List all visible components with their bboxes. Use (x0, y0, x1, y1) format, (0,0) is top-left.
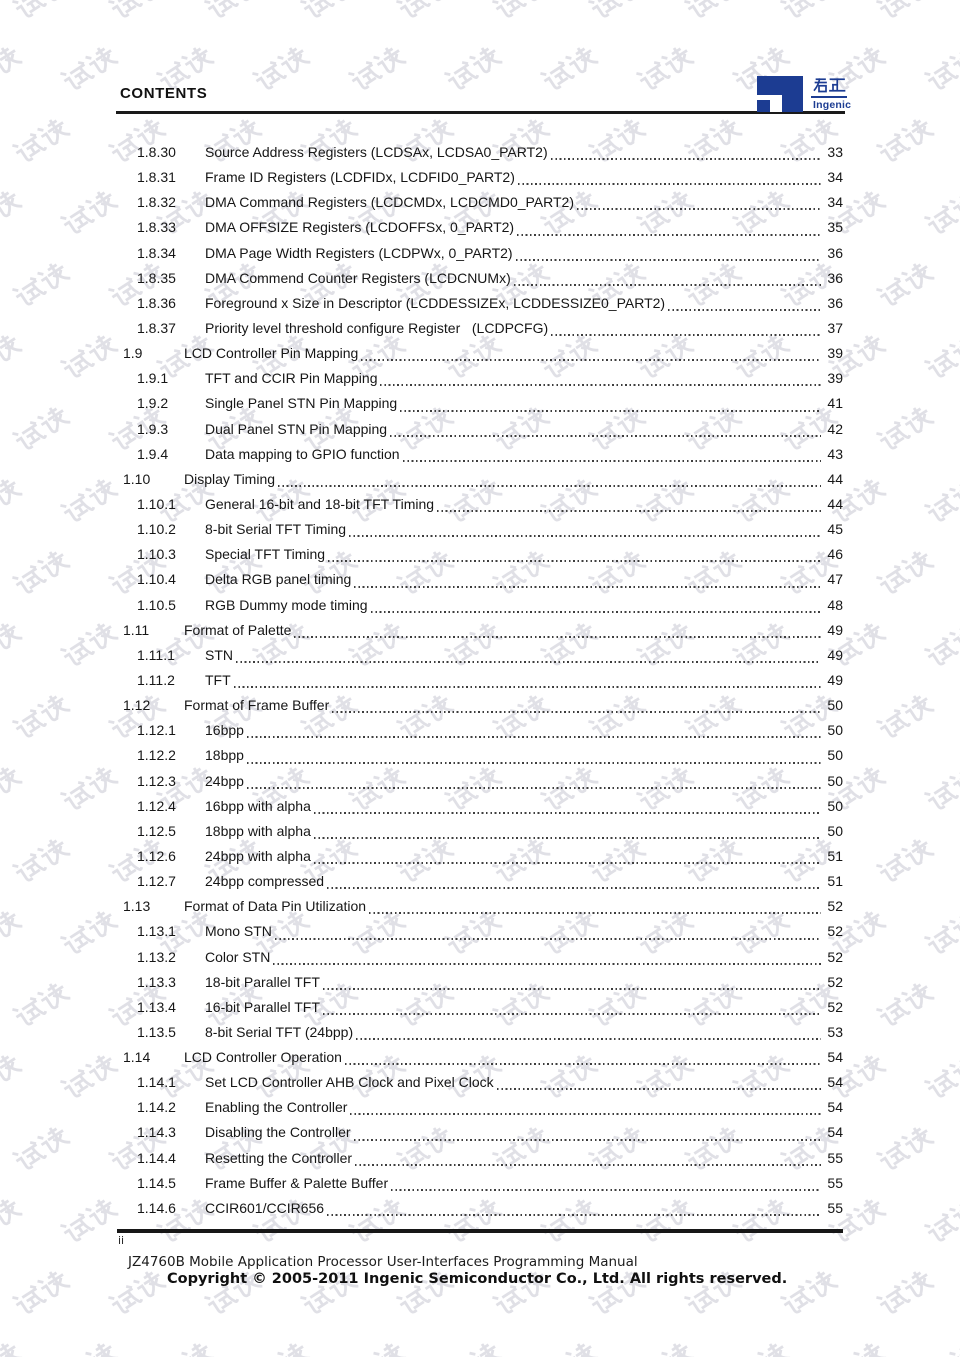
toc-entry[interactable] (120, 366, 843, 391)
toc-entry-page: 54 (827, 1099, 843, 1116)
toc-entry[interactable] (120, 1020, 843, 1045)
toc-entry-title: DMA OFFSIZE Registers (LCDOFFSx, 0_PART2) (205, 219, 515, 236)
toc-entry-number: 1.14 (123, 1049, 151, 1066)
toc-entry-number: 1.12.1 (137, 722, 176, 739)
footer-page-number: ii (118, 1234, 125, 1247)
toc-entry-page: 55 (827, 1149, 843, 1166)
toc-entry[interactable] (120, 542, 843, 567)
toc-entry-number: 1.13.5 (137, 1023, 176, 1040)
toc-entry-number: 1.9.2 (137, 395, 169, 412)
ingenic-logo (757, 76, 852, 116)
toc-entry[interactable] (120, 769, 843, 794)
toc-entry[interactable] (120, 869, 843, 894)
toc-entry-page: 50 (827, 697, 843, 714)
toc-entry[interactable] (120, 593, 843, 618)
toc-entry-title: CCIR601/CCIR656 (205, 1199, 325, 1216)
toc-entry-page: 34 (827, 169, 843, 186)
toc-leader-dots (518, 183, 821, 185)
toc-entry-number: 1.8.34 (137, 244, 176, 261)
toc-leader-dots (668, 309, 821, 311)
toc-leader-dots (278, 485, 821, 487)
toc-entry[interactable] (120, 1196, 843, 1221)
toc-leader-dots (551, 158, 821, 160)
toc-entry[interactable] (120, 140, 843, 165)
toc-entry-title: 8-bit Serial TFT Timing (205, 521, 347, 538)
toc-entry-title: 16-bit Parallel TFT (205, 998, 320, 1015)
toc-entry-title: STN (205, 646, 233, 663)
toc-entry-title: DMA Command Registers (LCDCMDx, LCDCMD0_PART2) (205, 194, 575, 211)
toc-leader-dots (355, 1164, 821, 1166)
ingenic-logo-cn-text (811, 77, 847, 93)
toc-entry-number: 1.14.5 (137, 1174, 176, 1191)
toc-leader-dots (403, 460, 821, 462)
toc-entry-title: DMA Page Width Registers (LCDPWx, 0_PART2) (205, 244, 513, 261)
toc-entry[interactable] (120, 316, 843, 341)
toc-leader-dots (247, 787, 821, 789)
toc-entry-number: 1.8.32 (137, 194, 176, 211)
toc-entry-title: Source Address Registers (LCDSAx, LCDSA0_PART2) (205, 144, 548, 160)
toc-entry[interactable] (120, 743, 843, 768)
toc-leader-dots (437, 510, 821, 512)
toc-list (120, 140, 843, 1221)
toc-entry[interactable] (120, 291, 843, 316)
toc-entry-page: 49 (827, 646, 843, 663)
toc-entry-title: General 16-bit and 18-bit TFT Timing (205, 495, 435, 512)
toc-entry-page: 51 (827, 873, 843, 890)
toc-leader-dots (273, 963, 821, 965)
toc-entry-page: 53 (827, 1023, 843, 1040)
ingenic-logo-mark-icon (757, 76, 803, 112)
toc-entry-number: 1.14.4 (137, 1149, 176, 1166)
toc-entry[interactable] (120, 643, 843, 668)
toc-leader-dots (577, 208, 821, 210)
toc-entry-title: Special TFT Timing (205, 546, 326, 563)
toc-entry[interactable] (120, 618, 843, 643)
toc-entry-number: 1.12.6 (137, 847, 176, 864)
toc-entry-page: 36 (827, 294, 843, 311)
toc-entry-number: 1.12.2 (137, 747, 176, 764)
toc-leader-dots (247, 762, 821, 764)
toc-entry-title: Set LCD Controller AHB Clock and Pixel Clock (205, 1074, 494, 1091)
toc-entry-number: 1.11 (123, 621, 150, 638)
toc-entry[interactable] (120, 567, 843, 592)
toc-entry[interactable] (120, 1070, 843, 1095)
toc-entry[interactable] (120, 970, 843, 995)
toc-entry-title: 24bpp (205, 772, 244, 789)
toc-entry[interactable] (120, 1146, 843, 1171)
toc-leader-dots (517, 234, 821, 236)
toc-entry-number: 1.14.3 (137, 1124, 176, 1141)
toc-entry-number: 1.12.5 (137, 822, 176, 839)
toc-leader-dots (328, 560, 821, 562)
toc-entry-page: 54 (827, 1124, 843, 1141)
toc-entry[interactable] (120, 945, 843, 970)
header-rule (116, 111, 845, 114)
toc-entry[interactable] (120, 266, 843, 291)
toc-entry-page: 50 (827, 722, 843, 739)
toc-leader-dots (349, 535, 821, 537)
toc-entry-number: 1.13.3 (137, 973, 176, 990)
toc-entry[interactable] (120, 1045, 843, 1070)
toc-entry-title: LCD Controller Pin Mapping (184, 345, 359, 362)
toc-entry[interactable] (120, 417, 843, 442)
toc-entry-page: 52 (827, 923, 843, 940)
toc-entry-title: Resetting the Controller (205, 1149, 353, 1166)
toc-entry-number: 1.9.1 (137, 370, 169, 387)
toc-entry-title: Color STN (205, 948, 271, 965)
toc-entry-number: 1.14.2 (137, 1099, 176, 1116)
toc-entry-title: 16bpp (205, 722, 244, 739)
toc-entry-number: 1.9.4 (137, 445, 169, 462)
toc-leader-dots (390, 435, 821, 437)
toc-leader-dots (356, 1038, 821, 1040)
toc-entry-page: 43 (827, 445, 843, 462)
toc-leader-dots (497, 1088, 821, 1090)
toc-entry-number: 1.10.2 (137, 521, 176, 538)
toc-leader-dots (371, 611, 821, 613)
toc-entry-page: 39 (827, 370, 843, 387)
toc-entry-title: 18bpp with alpha (205, 822, 311, 839)
toc-entry-page: 34 (827, 194, 843, 211)
toc-entry[interactable] (120, 467, 843, 492)
toc-entry-page: 52 (827, 998, 843, 1015)
toc-entry-page: 55 (827, 1174, 843, 1191)
toc-entry-page: 37 (827, 319, 843, 336)
toc-leader-dots (314, 812, 821, 814)
ingenic-logo-en-text: Ingenic (813, 99, 852, 111)
toc-entry-page: 35 (827, 219, 843, 236)
toc-leader-dots (354, 1139, 821, 1141)
toc-leader-dots (314, 862, 821, 864)
toc-entry-number: 1.8.37 (137, 319, 176, 336)
toc-entry[interactable] (120, 241, 843, 266)
toc-entry-page: 51 (827, 847, 843, 864)
toc-entry[interactable] (120, 668, 843, 693)
toc-entry-title: Frame Buffer & Palette Buffer (205, 1174, 389, 1191)
toc-leader-dots (236, 661, 821, 663)
toc-leader-dots (380, 384, 821, 386)
toc-leader-dots (247, 736, 821, 738)
toc-entry-page: 55 (827, 1199, 843, 1216)
toc-entry-page: 50 (827, 747, 843, 764)
toc-leader-dots (551, 334, 821, 336)
toc-entry-title: 8-bit Serial TFT (24bpp) (205, 1023, 354, 1040)
toc-entry-number: 1.13.2 (137, 948, 176, 965)
toc-entry-title: LCD Controller Operation (184, 1049, 342, 1066)
toc-entry-title: Frame ID Registers (LCDFIDx, LCDFID0_PART2) (205, 169, 515, 186)
toc-entry-title: Format of Frame Buffer (184, 697, 330, 714)
toc-leader-dots (314, 837, 821, 839)
toc-entry[interactable] (120, 517, 843, 542)
toc-entry[interactable] (120, 819, 843, 844)
toc-entry-page: 52 (827, 948, 843, 965)
toc-entry-page: 52 (827, 973, 843, 990)
toc-entry-title: 24bpp with alpha (205, 847, 311, 864)
toc-entry-page: 33 (827, 144, 843, 160)
toc-entry-title: 16bpp with alpha (205, 797, 311, 814)
toc-leader-dots (327, 887, 821, 889)
toc-entry[interactable] (120, 995, 843, 1020)
toc-entry-title: DMA Commend Counter Registers (LCDCNUMx) (205, 269, 511, 286)
toc-entry-title: Delta RGB panel timing (205, 571, 352, 588)
toc-entry-number: 1.8.33 (137, 219, 176, 236)
toc-entry-number: 1.11.1 (137, 646, 175, 663)
toc-entry-number: 1.10.5 (137, 596, 176, 613)
toc-entry-title: Foreground x Size in Descriptor (LCDDESSIZEx, LCDDESSIZE0_PART2) (205, 294, 666, 311)
toc-entry[interactable] (120, 919, 843, 944)
page-title: CONTENTS (120, 85, 208, 102)
toc-leader-dots (275, 938, 821, 940)
ingenic-logo-underline (811, 96, 847, 98)
toc-leader-dots (323, 988, 821, 990)
toc-entry-page: 54 (827, 1049, 843, 1066)
toc-entry-number: 1.9 (123, 345, 143, 362)
toc-entry-page: 46 (827, 546, 843, 563)
toc-entry-number: 1.14.1 (137, 1074, 176, 1091)
toc-entry-number: 1.12.3 (137, 772, 176, 789)
toc-leader-dots (400, 410, 821, 412)
toc-entry-title: Single Panel STN Pin Mapping (205, 395, 398, 412)
toc-entry-number: 1.13.4 (137, 998, 176, 1015)
toc-entry-number: 1.14.6 (137, 1199, 176, 1216)
toc-entry-number: 1.10.4 (137, 571, 176, 588)
toc-leader-dots (354, 586, 821, 588)
toc-entry-page: 42 (827, 420, 843, 437)
toc-entry-number: 1.10.3 (137, 546, 176, 563)
footer-manual-title: JZ4760B Mobile Application Processor User-Interfaces Programming Manual (128, 1254, 638, 1270)
toc-entry-page: 50 (827, 797, 843, 814)
toc-entry-title: Dual Panel STN Pin Mapping (205, 420, 388, 437)
toc-entry-title: RGB Dummy mode timing (205, 596, 368, 613)
toc-entry[interactable] (120, 844, 843, 869)
toc-entry-page: 36 (827, 244, 843, 261)
toc-entry-page: 41 (827, 395, 843, 412)
toc-leader-dots (327, 1214, 821, 1216)
toc-entry-number: 1.11.2 (137, 671, 175, 688)
toc-entry-number: 1.8.30 (137, 144, 176, 160)
toc-entry-number: 1.8.36 (137, 294, 176, 311)
toc-entry-page: 52 (827, 898, 843, 915)
toc-leader-dots (332, 711, 821, 713)
toc-entry-title: 18bpp (205, 747, 244, 764)
toc-entry[interactable] (120, 894, 843, 919)
toc-entry-number: 1.13.1 (137, 923, 176, 940)
toc-leader-dots (516, 259, 821, 261)
toc-entry-title: Priority level threshold configure Register (LCDPCFG) (205, 319, 549, 336)
toc-entry-page: 48 (827, 596, 843, 613)
toc-entry-number: 1.8.31 (137, 169, 176, 186)
toc-entry-title: TFT and CCIR Pin Mapping (205, 370, 378, 387)
toc-leader-dots (294, 636, 821, 638)
toc-entry-number: 1.12 (123, 697, 151, 714)
toc-entry-title: Data mapping to GPIO function (205, 445, 400, 462)
toc-entry-page: 39 (827, 345, 843, 362)
toc-leader-dots (234, 686, 821, 688)
toc-entry-number: 1.9.3 (137, 420, 169, 437)
toc-entry[interactable] (120, 190, 843, 215)
toc-entry[interactable] (120, 1095, 843, 1120)
toc-leader-dots (345, 1063, 821, 1065)
toc-leader-dots (514, 284, 821, 286)
toc-entry-number: 1.12.4 (137, 797, 176, 814)
toc-entry-title: Display Timing (184, 470, 276, 487)
toc-entry-number: 1.10.1 (137, 495, 176, 512)
toc-entry-number: 1.10 (123, 470, 151, 487)
toc-entry-page: 44 (827, 470, 843, 487)
toc-entry-page: 49 (827, 671, 843, 688)
toc-entry-title: 24bpp compressed (205, 873, 325, 890)
toc-entry-page: 50 (827, 772, 843, 789)
toc-entry-page: 45 (827, 521, 843, 538)
toc-entry[interactable] (120, 442, 843, 467)
toc-entry-title: Enabling the Controller (205, 1099, 348, 1116)
toc-entry[interactable] (120, 492, 843, 517)
footer-rule (117, 1229, 843, 1233)
toc-entry[interactable] (120, 718, 843, 743)
toc-entry-page: 50 (827, 822, 843, 839)
toc-entry-title: Format of Palette (184, 621, 292, 638)
toc-entry[interactable] (120, 165, 843, 190)
toc-entry-number: 1.13 (123, 898, 151, 915)
toc-entry-number: 1.12.7 (137, 873, 176, 890)
footer-copyright: Copyright © 2005-2011 Ingenic Semiconductor Co., Ltd. All rights reserved. (167, 1271, 788, 1287)
toc-entry[interactable] (120, 1171, 843, 1196)
toc-entry-page: 47 (827, 571, 843, 588)
toc-entry[interactable] (120, 1120, 843, 1145)
toc-leader-dots (323, 1013, 821, 1015)
toc-entry-title: Disabling the Controller (205, 1124, 351, 1141)
toc-leader-dots (361, 359, 821, 361)
toc-leader-dots (391, 1189, 821, 1191)
toc-entry-title: TFT (205, 671, 231, 688)
toc-entry-title: 18-bit Parallel TFT (205, 973, 320, 990)
toc-leader-dots (369, 912, 821, 914)
toc-entry-page: 54 (827, 1074, 843, 1091)
toc-entry[interactable] (120, 693, 843, 718)
toc-entry-number: 1.8.35 (137, 269, 176, 286)
toc-entry[interactable] (120, 341, 843, 366)
toc-entry[interactable] (120, 794, 843, 819)
toc-entry-title: Format of Data Pin Utilization (184, 898, 367, 915)
toc-leader-dots (350, 1113, 821, 1115)
toc-entry-page: 36 (827, 269, 843, 286)
toc-entry-page: 44 (827, 495, 843, 512)
toc-entry[interactable] (120, 215, 843, 240)
toc-entry-title: Mono STN (205, 923, 272, 940)
toc-entry[interactable] (120, 391, 843, 416)
toc-entry-page: 49 (827, 621, 843, 638)
